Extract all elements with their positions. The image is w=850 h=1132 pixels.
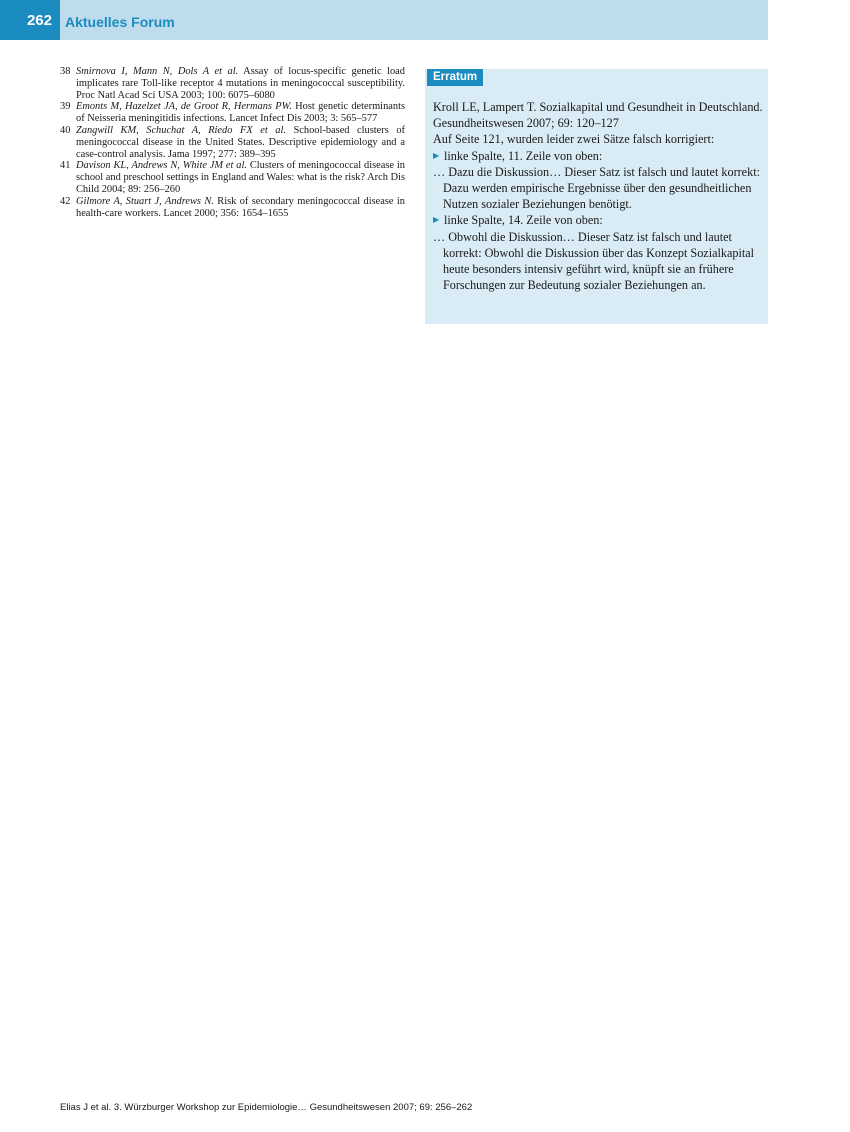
reference-text: School-based clusters of meningococcal disease in the United States. Descriptive epidemiology and a case-control analysis. Jama 1997; 277: 389–395 xyxy=(76,124,406,160)
reference-text: Assay of locus-specific genetic load implicates rare Toll-like receptor 4 mutations in meningococcal susceptibility. Proc Natl Acad Sci USA 2003; 100: 6075–6080 xyxy=(76,66,405,101)
correction-location-text: linke Spalte, 14. Zeile von oben: xyxy=(444,213,603,228)
reference-text: Risk of secondary meningococcal disease in health-care workers. Lancet 2000; 356: 1654–1655 xyxy=(76,195,405,219)
correction-text: … Dazu die Diskussion… Dieser Satz ist falsch und lautet korrekt: Dazu werden empirische Ergebnisse über den gesundheitlichen Nutzen sozialer Beziehungen benötigt. xyxy=(433,164,760,212)
reference-item xyxy=(60,196,405,220)
section-title: Aktuelles Forum xyxy=(65,14,175,30)
correction-location xyxy=(433,212,763,228)
erratum-label: Erratum xyxy=(427,69,483,86)
reference-authors: Zangwill KM, Schuchat A, Riedo FX et al. xyxy=(76,124,286,136)
triangle-right-icon: ▶ xyxy=(433,215,440,225)
reference-item xyxy=(60,66,405,101)
header-bar xyxy=(0,0,768,40)
reference-authors: Davison KL, Andrews N, White JM et al. xyxy=(76,160,247,172)
erratum-citation: Kroll LE, Lampert T. Sozialkapital und Gesundheit in Deutschland. Gesundheitswesen 2007; 69: 120–127 xyxy=(433,100,763,131)
footer-citation: Elias J et al. 3. Würzburger Workshop zur Epidemiologie… Gesundheitswesen 2007; 69: 256–262 xyxy=(60,1102,473,1113)
reference-authors: Gilmore A, Stuart J, Andrews N. xyxy=(76,195,214,207)
correction-text: … Obwohl die Diskussion… Dieser Satz ist falsch und lautet korrekt: Obwohl die Diskussion über das Konzept Sozialkapital heute besonders intensiv geführt wird, knüpft sie an frühere Forschungen zur Bedeutung sozialer Beziehungen an. xyxy=(433,229,755,293)
triangle-right-icon: ▶ xyxy=(433,150,440,160)
reference-list xyxy=(60,66,405,219)
reference-number: 42 xyxy=(60,195,71,207)
reference-item xyxy=(60,101,405,125)
correction-location-text: linke Spalte, 11. Zeile von oben: xyxy=(444,148,603,163)
erratum-box xyxy=(425,69,768,324)
reference-number: 38 xyxy=(60,66,71,77)
reference-authors: Emonts M, Hazelzet JA, de Groot R, Hermans PW. xyxy=(76,101,292,113)
reference-number: 41 xyxy=(60,160,71,172)
erratum-body xyxy=(433,99,763,293)
reference-text: Host genetic determinants of Neisseria meningitidis infections. Lancet Infect Dis 2003; 3: 565–577 xyxy=(76,101,406,125)
page-number: 262 xyxy=(0,0,60,40)
reference-authors: Smirnova I, Mann N, Dols A et al. xyxy=(76,66,239,77)
reference-item xyxy=(60,160,405,195)
erratum-intro: Auf Seite 121, wurden leider zwei Sätze falsch korrigiert: xyxy=(433,132,715,147)
reference-number: 40 xyxy=(60,124,71,136)
reference-text: Clusters of meningococcal disease in school and preschool settings in England and Wales: what is the risk? Arch Dis Child 2004; 89: 256–260 xyxy=(76,160,405,195)
reference-item xyxy=(60,125,405,160)
reference-number: 39 xyxy=(60,101,71,113)
correction-location xyxy=(433,148,763,164)
